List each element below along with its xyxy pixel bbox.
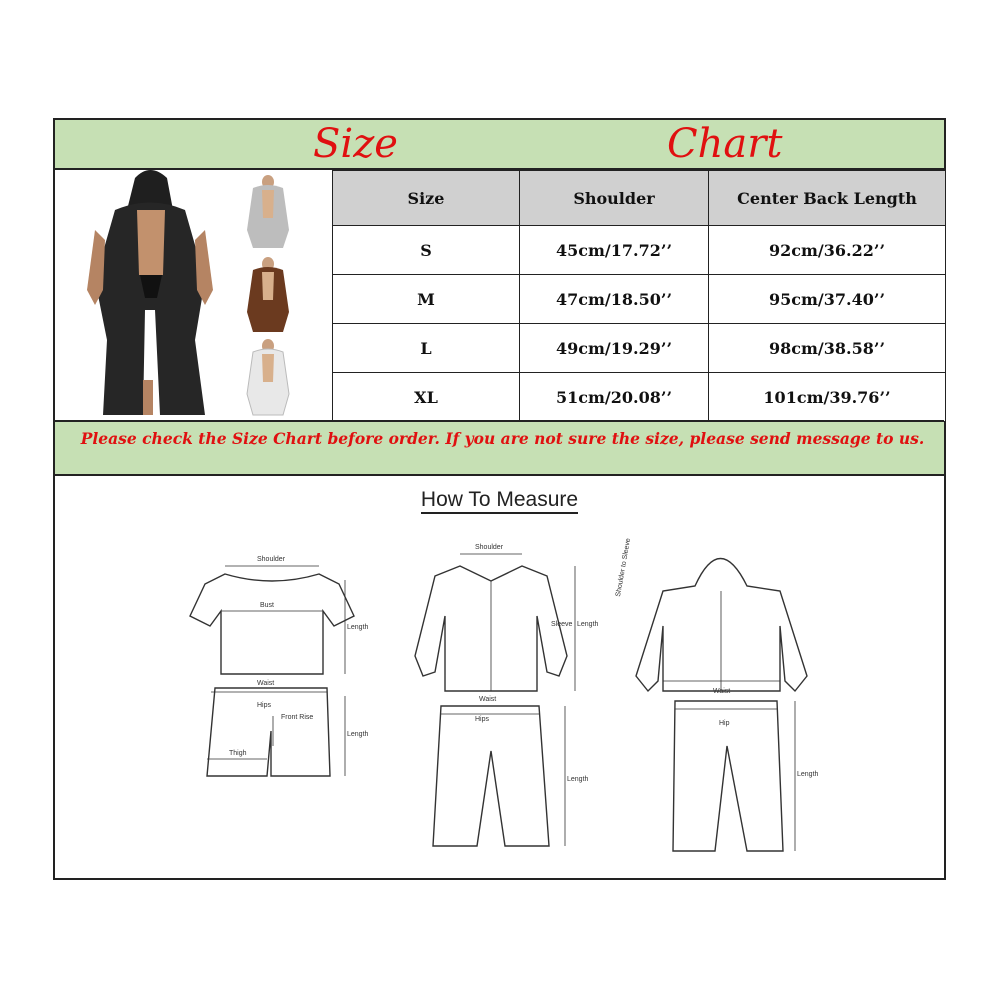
label-shoulder: Shoulder	[257, 556, 286, 563]
table-row	[333, 373, 946, 422]
product-photos	[55, 170, 332, 420]
cell-size: S	[333, 226, 520, 275]
cell-length: 95cm/37.40’’	[709, 275, 946, 324]
label-shoulder-to-sleeve: Shoulder to Sleeve	[615, 537, 633, 598]
label-jogger-length: Length	[797, 771, 819, 778]
label-shirt-length: Length	[577, 621, 599, 628]
header-size: Size	[333, 171, 520, 226]
joggers-diagram	[673, 701, 795, 851]
cell-size: L	[333, 324, 520, 373]
hoodie-diagram	[636, 559, 807, 692]
label-shorts-hips: Hips	[257, 702, 272, 709]
size-table	[332, 170, 946, 422]
label-pants-waist: Waist	[479, 696, 497, 703]
main-model-photo	[87, 170, 213, 415]
label-shirt-shoulder: Shoulder	[475, 544, 504, 551]
table-row	[333, 324, 946, 373]
cell-shoulder: 47cm/18.50’’	[520, 275, 709, 324]
cell-size: XL	[333, 373, 520, 422]
label-tshirt-length: Length	[347, 624, 369, 631]
measure-diagrams	[55, 476, 944, 880]
thumbnail-brown	[247, 257, 289, 332]
cell-shoulder: 45cm/17.72’’	[520, 226, 709, 275]
table-header-row	[333, 171, 946, 226]
header-shoulder: Shoulder	[520, 171, 709, 226]
title-size: Size	[313, 121, 398, 167]
size-chart-frame	[53, 118, 946, 880]
label-hip: Hip	[719, 720, 730, 727]
label-thigh: Thigh	[229, 750, 247, 757]
order-note: Please check the Size Chart before order. If you are not sure the size, please send message to us.	[80, 429, 925, 448]
title-chart: Chart	[667, 121, 783, 167]
table-row	[333, 275, 946, 324]
long-pants-diagram	[433, 706, 565, 846]
cell-size: M	[333, 275, 520, 324]
order-note-bar	[55, 420, 944, 476]
cell-length: 92cm/36.22’’	[709, 226, 946, 275]
thumbnail-grey	[247, 175, 289, 248]
label-pants-length: Length	[567, 776, 589, 783]
label-shorts-length: Length	[347, 731, 369, 738]
cell-shoulder: 49cm/19.29’’	[520, 324, 709, 373]
label-bust: Bust	[260, 602, 275, 609]
label-pants-hips: Hips	[475, 716, 490, 723]
label-front-rise: Front Rise	[281, 714, 314, 721]
header-center-back-length: Center Back Length	[709, 171, 946, 226]
label-shorts-waist: Waist	[257, 680, 275, 687]
tshirt-diagram	[190, 566, 354, 674]
cell-length: 98cm/38.58’’	[709, 324, 946, 373]
cell-length: 101cm/39.76’’	[709, 373, 946, 422]
table-row	[333, 226, 946, 275]
title-bar	[55, 120, 944, 170]
label-sleeve: Sleeve	[551, 621, 573, 628]
cell-shoulder: 51cm/20.08’’	[520, 373, 709, 422]
thumbnail-white	[247, 339, 289, 415]
shorts-diagram	[207, 688, 345, 776]
label-jogger-waist: Waist	[713, 688, 731, 695]
measure-title: How To Measure	[55, 488, 944, 512]
how-to-measure-section	[55, 476, 944, 880]
